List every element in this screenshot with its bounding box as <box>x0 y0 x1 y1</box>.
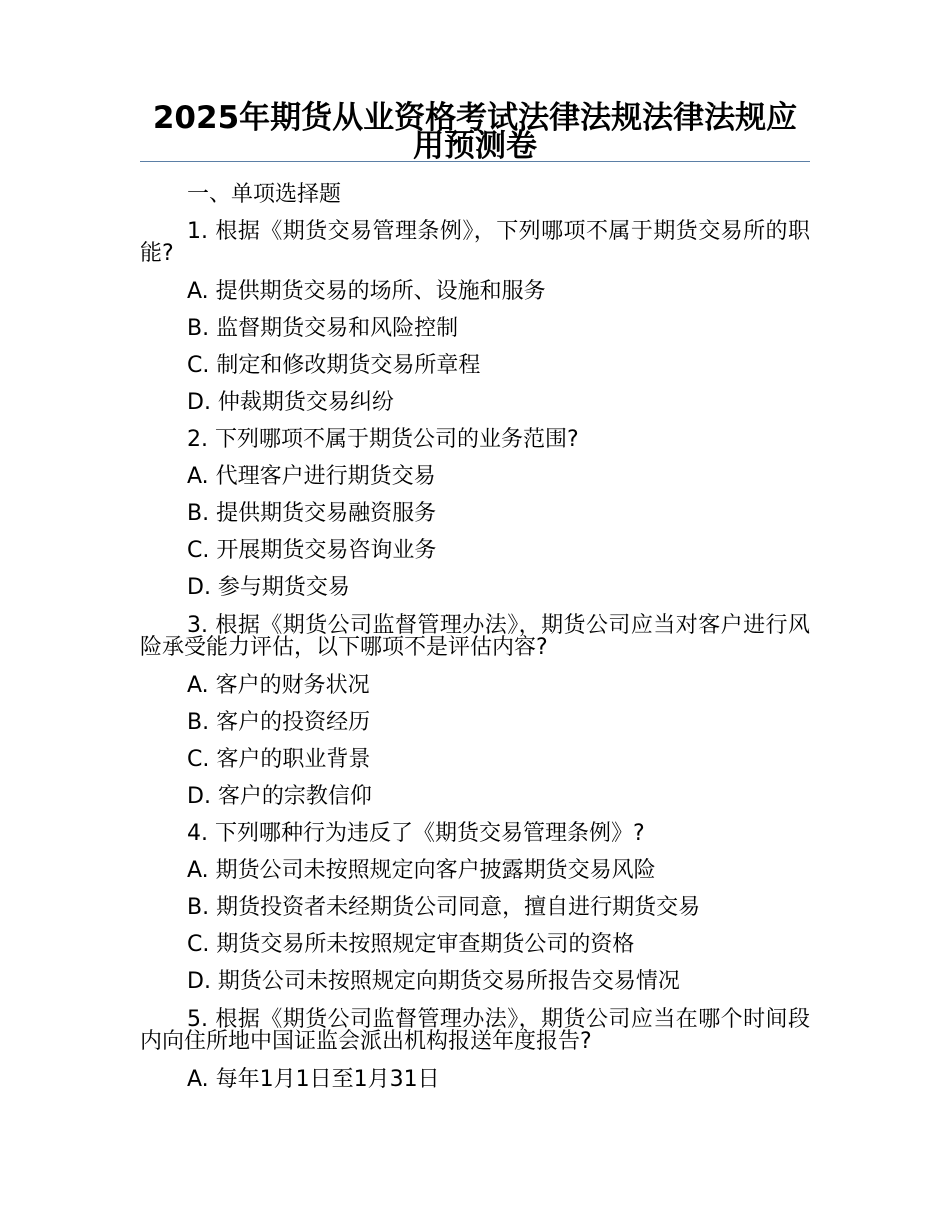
question-2-option-c: C. 开展期货交易咨询业务 <box>187 538 437 563</box>
question-3-stem: 3. 根据《期货公司监督管理办法》，期货公司应当对客户进行风险承受能力评估，以下哪项不是评估内容? <box>140 613 810 660</box>
question-2-stem: 2. 下列哪项不属于期货公司的业务范围? <box>187 427 579 452</box>
question-3-option-c: C. 客户的职业背景 <box>187 747 371 772</box>
question-3-option-b: B. 客户的投资经历 <box>187 710 371 735</box>
question-3-option-a: A. 客户的财务状况 <box>187 673 370 698</box>
question-3-option-d: D. 客户的宗教信仰 <box>187 784 372 809</box>
question-2-option-d: D. 参与期货交易 <box>187 575 350 600</box>
question-1-stem: 1. 根据《期货交易管理条例》，下列哪项不属于期货交易所的职能? <box>140 219 810 266</box>
question-4-option-d: D. 期货公司未按照规定向期货交易所报告交易情况 <box>187 969 680 994</box>
question-5-stem: 5. 根据《期货公司监督管理办法》，期货公司应当在哪个时间段内向住所地中国证监会派出机构报送年度报告? <box>140 1007 810 1054</box>
question-2-option-a: A. 代理客户进行期货交易 <box>187 464 436 489</box>
title-divider <box>140 161 810 162</box>
question-1-option-a: A. 提供期货交易的场所、设施和服务 <box>187 279 546 304</box>
question-4-stem: 4. 下列哪种行为违反了《期货交易管理条例》? <box>187 821 645 846</box>
question-1-option-b: B. 监督期货交易和风险控制 <box>187 316 459 341</box>
question-5-option-a: A. 每年1月1日至1月31日 <box>187 1067 440 1092</box>
question-4-option-a: A. 期货公司未按照规定向客户披露期货交易风险 <box>187 858 656 883</box>
page-title: 2025年期货从业资格考试法律法规法律法规应用预测卷 <box>152 100 798 164</box>
question-4-option-c: C. 期货交易所未按照规定审查期货公司的资格 <box>187 932 635 957</box>
question-1-option-c: C. 制定和修改期货交易所章程 <box>187 353 481 378</box>
section-heading: 一、单项选择题 <box>187 182 342 207</box>
question-2-option-b: B. 提供期货交易融资服务 <box>187 501 437 526</box>
question-4-option-b: B. 期货投资者未经期货公司同意，擅自进行期货交易 <box>187 895 701 920</box>
question-1-option-d: D. 仲裁期货交易纠纷 <box>187 390 394 415</box>
